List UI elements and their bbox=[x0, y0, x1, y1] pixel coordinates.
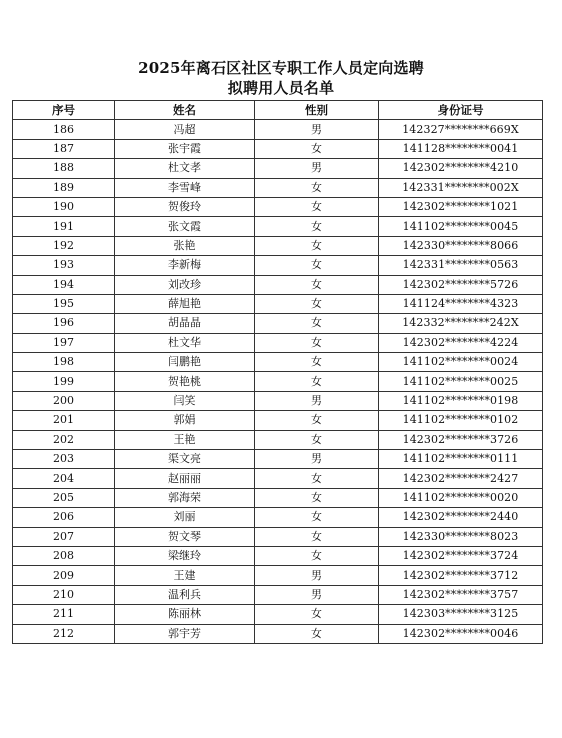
cell-serial-number: 199 bbox=[13, 372, 115, 391]
cell-gender: 女 bbox=[255, 469, 379, 488]
cell-serial-number: 188 bbox=[13, 159, 115, 178]
cell-id-number: 142302********3726 bbox=[379, 430, 543, 449]
cell-gender: 女 bbox=[255, 178, 379, 197]
cell-serial-number: 194 bbox=[13, 275, 115, 294]
cell-name: 张艳 bbox=[115, 236, 255, 255]
cell-serial-number: 195 bbox=[13, 294, 115, 313]
cell-name: 张文霞 bbox=[115, 217, 255, 236]
cell-id-number: 141102********0102 bbox=[379, 411, 543, 430]
cell-id-number: 142302********0046 bbox=[379, 624, 543, 643]
cell-id-number: 141124********4323 bbox=[379, 294, 543, 313]
cell-id-number: 141102********0025 bbox=[379, 372, 543, 391]
cell-id-number: 142302********3757 bbox=[379, 585, 543, 604]
table-row bbox=[13, 236, 543, 255]
table-row bbox=[13, 469, 543, 488]
cell-serial-number: 200 bbox=[13, 391, 115, 410]
cell-name: 郭宇芳 bbox=[115, 624, 255, 643]
table-row bbox=[13, 120, 543, 139]
cell-serial-number: 212 bbox=[13, 624, 115, 643]
cell-gender: 女 bbox=[255, 372, 379, 391]
cell-id-number: 142302********3712 bbox=[379, 566, 543, 585]
table-row bbox=[13, 624, 543, 643]
cell-id-number: 142302********4224 bbox=[379, 333, 543, 352]
cell-name: 刘丽 bbox=[115, 508, 255, 527]
cell-id-number: 142302********5726 bbox=[379, 275, 543, 294]
cell-gender: 女 bbox=[255, 197, 379, 216]
table-row bbox=[13, 178, 543, 197]
cell-serial-number: 204 bbox=[13, 469, 115, 488]
cell-gender: 女 bbox=[255, 411, 379, 430]
cell-gender: 女 bbox=[255, 275, 379, 294]
header-id-number: 身份证号 bbox=[379, 101, 543, 120]
cell-serial-number: 190 bbox=[13, 197, 115, 216]
cell-id-number: 141128********0041 bbox=[379, 139, 543, 158]
personnel-table bbox=[12, 100, 543, 644]
table-row bbox=[13, 527, 543, 546]
cell-gender: 女 bbox=[255, 353, 379, 372]
cell-name: 王艳 bbox=[115, 430, 255, 449]
header-name: 姓名 bbox=[115, 101, 255, 120]
cell-gender: 女 bbox=[255, 236, 379, 255]
cell-serial-number: 203 bbox=[13, 450, 115, 469]
cell-id-number: 142327********669X bbox=[379, 120, 543, 139]
table-row bbox=[13, 275, 543, 294]
cell-name: 贺文琴 bbox=[115, 527, 255, 546]
cell-name: 薛旭艳 bbox=[115, 294, 255, 313]
cell-serial-number: 191 bbox=[13, 217, 115, 236]
cell-id-number: 142330********8023 bbox=[379, 527, 543, 546]
cell-name: 赵丽丽 bbox=[115, 469, 255, 488]
document-subtitle: 拟聘用人员名单 bbox=[227, 79, 335, 97]
cell-gender: 女 bbox=[255, 624, 379, 643]
cell-serial-number: 211 bbox=[13, 605, 115, 624]
table-row bbox=[13, 197, 543, 216]
document-title: 2025年离石区社区专职工作人员定向选聘 bbox=[138, 59, 424, 77]
cell-serial-number: 201 bbox=[13, 411, 115, 430]
cell-name: 王建 bbox=[115, 566, 255, 585]
table-row bbox=[13, 566, 543, 585]
cell-id-number: 141102********0024 bbox=[379, 353, 543, 372]
cell-gender: 女 bbox=[255, 314, 379, 333]
cell-serial-number: 196 bbox=[13, 314, 115, 333]
cell-serial-number: 186 bbox=[13, 120, 115, 139]
cell-id-number: 142302********4210 bbox=[379, 159, 543, 178]
cell-gender: 女 bbox=[255, 508, 379, 527]
cell-id-number: 142302********3724 bbox=[379, 546, 543, 565]
cell-serial-number: 187 bbox=[13, 139, 115, 158]
cell-serial-number: 198 bbox=[13, 353, 115, 372]
cell-gender: 男 bbox=[255, 391, 379, 410]
cell-gender: 女 bbox=[255, 488, 379, 507]
table-row bbox=[13, 159, 543, 178]
cell-gender: 女 bbox=[255, 256, 379, 275]
cell-serial-number: 210 bbox=[13, 585, 115, 604]
cell-serial-number: 192 bbox=[13, 236, 115, 255]
cell-gender: 女 bbox=[255, 605, 379, 624]
cell-name: 李雪峰 bbox=[115, 178, 255, 197]
cell-serial-number: 193 bbox=[13, 256, 115, 275]
table-row bbox=[13, 294, 543, 313]
cell-name: 冯超 bbox=[115, 120, 255, 139]
cell-name: 渠文亮 bbox=[115, 450, 255, 469]
cell-name: 刘改珍 bbox=[115, 275, 255, 294]
cell-gender: 男 bbox=[255, 159, 379, 178]
cell-name: 闫笑 bbox=[115, 391, 255, 410]
cell-id-number: 141102********0198 bbox=[379, 391, 543, 410]
table-row bbox=[13, 353, 543, 372]
cell-name: 李新梅 bbox=[115, 256, 255, 275]
table-row bbox=[13, 372, 543, 391]
cell-gender: 女 bbox=[255, 217, 379, 236]
cell-id-number: 142302********2427 bbox=[379, 469, 543, 488]
table-row bbox=[13, 546, 543, 565]
table-row bbox=[13, 585, 543, 604]
cell-gender: 女 bbox=[255, 294, 379, 313]
table-row bbox=[13, 314, 543, 333]
cell-id-number: 142302********2440 bbox=[379, 508, 543, 527]
cell-gender: 女 bbox=[255, 139, 379, 158]
cell-serial-number: 202 bbox=[13, 430, 115, 449]
cell-name: 胡晶晶 bbox=[115, 314, 255, 333]
cell-gender: 男 bbox=[255, 585, 379, 604]
table-row bbox=[13, 450, 543, 469]
table-header-row bbox=[13, 101, 543, 120]
cell-id-number: 141102********0020 bbox=[379, 488, 543, 507]
table-row bbox=[13, 488, 543, 507]
cell-serial-number: 197 bbox=[13, 333, 115, 352]
cell-gender: 女 bbox=[255, 430, 379, 449]
cell-name: 温利兵 bbox=[115, 585, 255, 604]
table-row bbox=[13, 139, 543, 158]
cell-id-number: 142303********3125 bbox=[379, 605, 543, 624]
cell-gender: 女 bbox=[255, 546, 379, 565]
cell-id-number: 141102********0111 bbox=[379, 450, 543, 469]
cell-gender: 男 bbox=[255, 450, 379, 469]
cell-gender: 男 bbox=[255, 120, 379, 139]
cell-name: 贺俊玲 bbox=[115, 197, 255, 216]
table-row bbox=[13, 605, 543, 624]
cell-gender: 女 bbox=[255, 333, 379, 352]
table-row bbox=[13, 391, 543, 410]
cell-name: 杜文华 bbox=[115, 333, 255, 352]
cell-name: 贺艳桃 bbox=[115, 372, 255, 391]
table-row bbox=[13, 430, 543, 449]
table-body bbox=[13, 120, 543, 644]
cell-gender: 男 bbox=[255, 566, 379, 585]
cell-name: 郭娟 bbox=[115, 411, 255, 430]
cell-id-number: 142331********0563 bbox=[379, 256, 543, 275]
cell-name: 张宇霞 bbox=[115, 139, 255, 158]
table-row bbox=[13, 333, 543, 352]
cell-id-number: 142332********242X bbox=[379, 314, 543, 333]
cell-id-number: 142302********1021 bbox=[379, 197, 543, 216]
cell-name: 杜文孝 bbox=[115, 159, 255, 178]
cell-serial-number: 205 bbox=[13, 488, 115, 507]
table-row bbox=[13, 508, 543, 527]
cell-id-number: 142330********8066 bbox=[379, 236, 543, 255]
cell-gender: 女 bbox=[255, 527, 379, 546]
table-row bbox=[13, 256, 543, 275]
cell-serial-number: 208 bbox=[13, 546, 115, 565]
cell-name: 郭海荣 bbox=[115, 488, 255, 507]
table-row bbox=[13, 411, 543, 430]
header-gender: 性别 bbox=[255, 101, 379, 120]
cell-serial-number: 206 bbox=[13, 508, 115, 527]
table-row bbox=[13, 217, 543, 236]
cell-serial-number: 207 bbox=[13, 527, 115, 546]
cell-name: 闫鹏艳 bbox=[115, 353, 255, 372]
cell-id-number: 142331********002X bbox=[379, 178, 543, 197]
cell-name: 陈丽林 bbox=[115, 605, 255, 624]
cell-serial-number: 189 bbox=[13, 178, 115, 197]
header-serial-number: 序号 bbox=[13, 101, 115, 120]
cell-name: 梁继玲 bbox=[115, 546, 255, 565]
cell-id-number: 141102********0045 bbox=[379, 217, 543, 236]
cell-serial-number: 209 bbox=[13, 566, 115, 585]
